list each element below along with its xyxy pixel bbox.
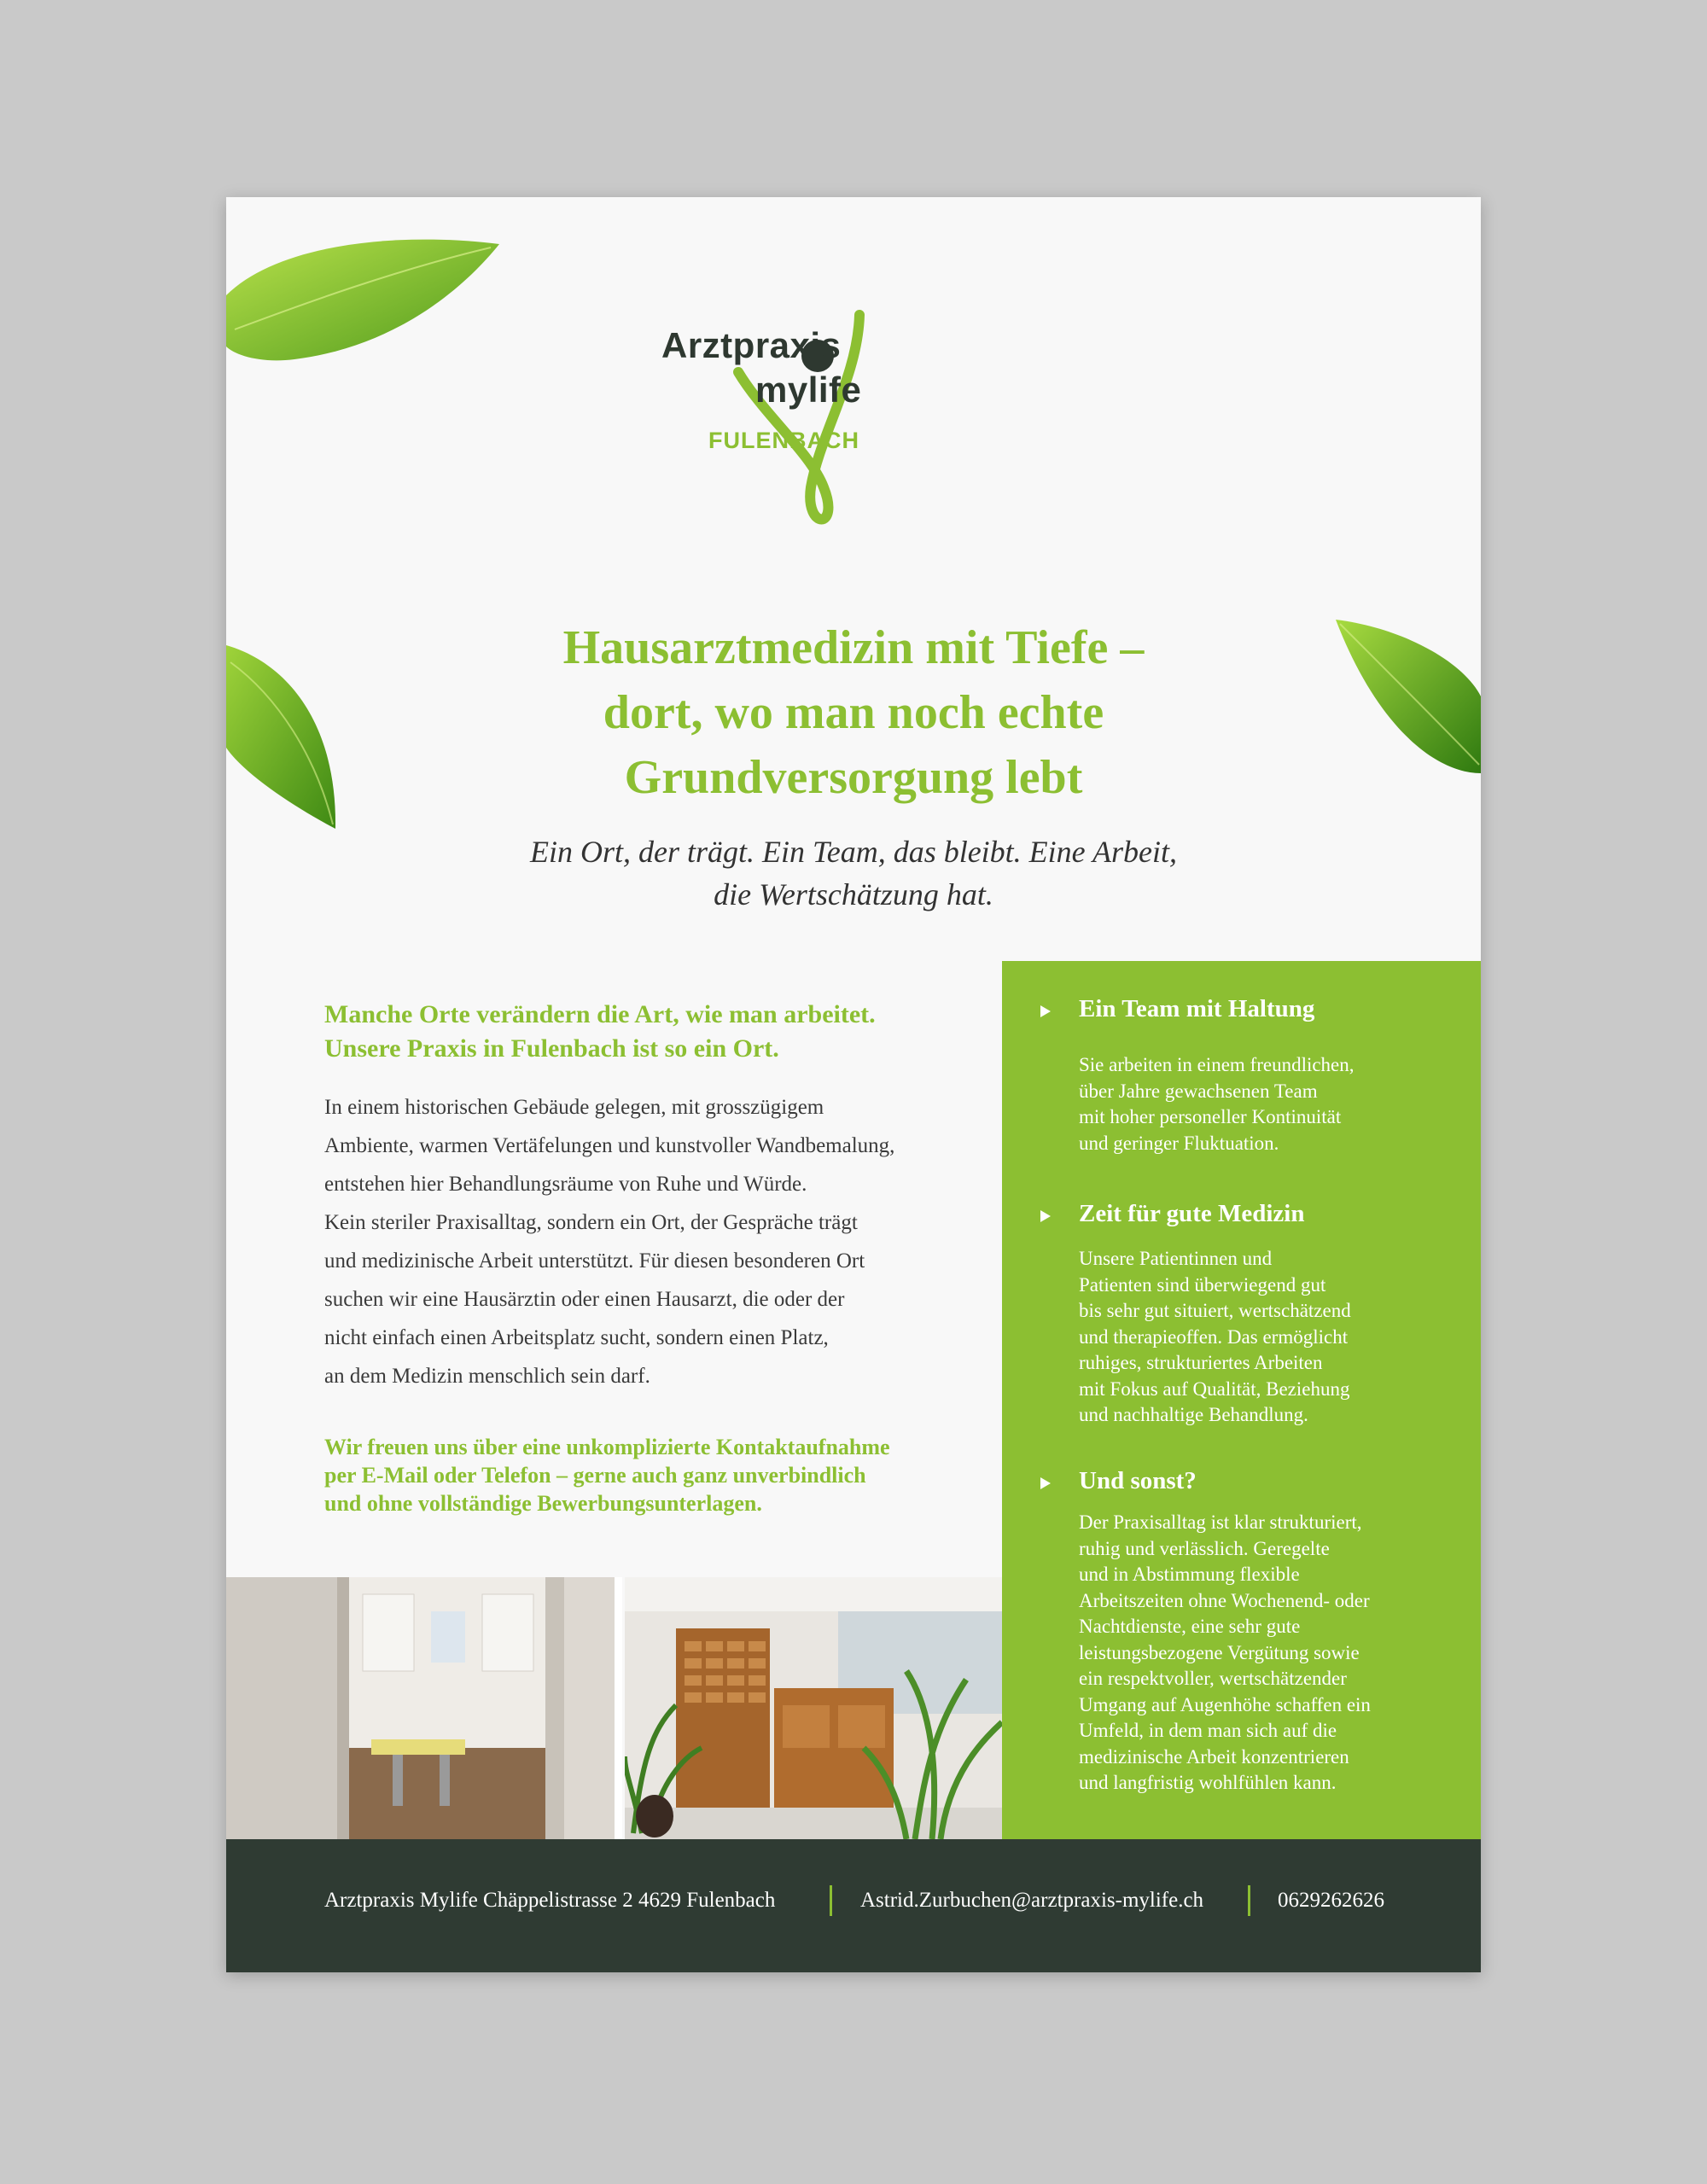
benefit-line: und in Abstimmung flexible [1079, 1564, 1300, 1585]
logo-text-fulenbach: FULENBACH [708, 428, 859, 453]
contact-line: per E-Mail oder Telefon – gerne auch ganz unverbindlich [324, 1463, 866, 1488]
logo-text-arztpraxis: Arztpraxis [661, 325, 842, 365]
benefit-title: Und sonst? [1079, 1467, 1197, 1494]
benefit-line: Sie arbeiten in einem freundlichen, [1079, 1054, 1355, 1075]
benefit-text [1079, 1510, 1371, 1797]
flyer-page [226, 197, 1481, 1972]
benefit-line: und langfristig wohlfühlen kann. [1079, 1772, 1337, 1793]
benefit-line: und nachhaltige Behandlung. [1079, 1404, 1308, 1425]
body-line: In einem historischen Gebäude gelegen, mit grosszügigem [324, 1096, 824, 1119]
benefit-line: und therapieoffen. Das ermöglicht [1079, 1325, 1349, 1348]
benefit-line: mit hoher personeller Kontinuität [1079, 1106, 1342, 1127]
footer-bar [226, 1839, 1481, 1972]
treatment-room-photo [226, 1577, 622, 1839]
headline-line: Grundversorgung lebt [624, 751, 1083, 804]
page-title [226, 615, 1481, 810]
body-line: nicht einfach einen Arbeitsplatz sucht, sondern einen Platz, [324, 1326, 829, 1349]
benefit-text [1079, 1246, 1351, 1429]
footer-phone-link[interactable]: 0629262626 [1278, 1889, 1384, 1912]
reception-desk-photo [625, 1577, 1002, 1839]
body-line: entstehen hier Behandlungsräume von Ruhe und Würde. [324, 1173, 807, 1196]
play-arrow-icon [1040, 1210, 1051, 1222]
contact-line: und ohne vollständige Bewerbungsunterlagen. [324, 1491, 762, 1516]
benefit-line: über Jahre gewachsenen Team [1079, 1080, 1318, 1102]
intro-line: Unsere Praxis in Fulenbach ist so ein Ort. [324, 1034, 779, 1063]
benefit-line: bis sehr gut situiert, wertschätzend [1079, 1300, 1351, 1321]
footer-divider [1248, 1885, 1250, 1916]
headline-line: dort, wo man noch echte [603, 686, 1104, 739]
benefit-line: Umgang auf Augenhöhe schaffen ein [1079, 1693, 1371, 1715]
benefits-panel [1002, 961, 1481, 1839]
benefit-line: ein respektvoller, wertschätzender [1079, 1668, 1347, 1689]
play-arrow-icon [1040, 1477, 1051, 1489]
intro-line: Manche Orte verändern die Art, wie man arbeitet. [324, 1000, 876, 1028]
footer-divider [830, 1885, 832, 1916]
benefit-line: ruhig und verlässlich. Geregelte [1079, 1537, 1330, 1559]
contact-line: Wir freuen uns über eine unkomplizierte Kontaktaufnahme [324, 1435, 890, 1459]
body-line: an dem Medizin menschlich sein darf. [324, 1365, 650, 1388]
benefit-line: leistungsbezogene Vergütung sowie [1079, 1641, 1360, 1663]
benefit-line: Nachtdienste, eine sehr gute [1079, 1616, 1301, 1637]
benefit-line: ruhiges, strukturiertes Arbeiten [1079, 1352, 1323, 1373]
benefit-line: und geringer Fluktuation. [1079, 1132, 1279, 1154]
logo-figure-icon [661, 274, 1020, 556]
practice-logo [661, 274, 1020, 556]
contact-invitation [324, 1433, 990, 1517]
body-line: suchen wir eine Hausärztin oder einen Hausarzt, die oder der [324, 1288, 845, 1311]
logo-text-mylife: mylife [755, 370, 862, 410]
benefit-line: mit Fokus auf Qualität, Beziehung [1079, 1377, 1350, 1400]
benefit-line: Arbeitszeiten ohne Wochenend- oder [1079, 1589, 1370, 1611]
leaf-top-left-image [226, 236, 508, 364]
benefit-line: Umfeld, in dem man sich auf die [1079, 1720, 1337, 1741]
footer-email-link[interactable]: Astrid.Zurbuchen@arztpraxis-mylife.ch [860, 1889, 1204, 1912]
benefit-line: Unsere Patientinnen und [1079, 1248, 1273, 1269]
headline-line: Hausarztmedizin mit Tiefe – [562, 621, 1145, 674]
intro-heading [324, 998, 990, 1066]
footer-address: Arztpraxis Mylife Chäppelistrasse 2 4629 Fulenbach [324, 1889, 776, 1912]
benefit-text [1079, 1052, 1355, 1156]
benefit-title: Zeit für gute Medizin [1079, 1200, 1305, 1227]
body-line: Kein steriler Praxisalltag, sondern ein Ort, der Gespräche trägt [324, 1211, 858, 1234]
body-paragraph [324, 1088, 990, 1395]
subtitle-line: die Wertschätzung hat. [714, 877, 993, 911]
benefit-line: medizinische Arbeit konzentrieren [1079, 1745, 1349, 1768]
benefit-line: Patienten sind überwiegend gut [1079, 1273, 1326, 1296]
body-line: Ambiente, warmen Vertäfelungen und kunstvoller Wandbemalung, [324, 1134, 895, 1157]
subtitle [226, 830, 1481, 916]
subtitle-line: Ein Ort, der trägt. Ein Team, das bleibt. Eine Arbeit, [530, 835, 1177, 869]
benefit-line: Der Praxisalltag ist klar strukturiert, [1079, 1511, 1362, 1533]
body-line: und medizinische Arbeit unterstützt. Für diesen besonderen Ort [324, 1249, 865, 1273]
play-arrow-icon [1040, 1005, 1051, 1017]
benefit-title: Ein Team mit Haltung [1079, 995, 1315, 1022]
